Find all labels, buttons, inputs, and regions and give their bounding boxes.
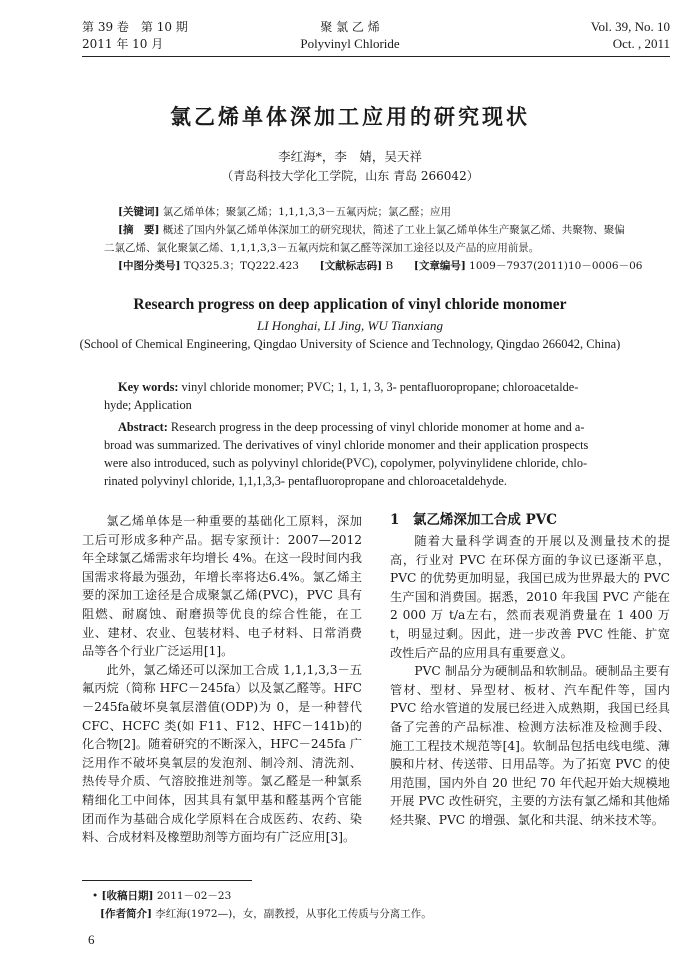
abstract-cn-line1 — [118, 222, 678, 239]
footnote-received — [92, 888, 652, 905]
body-right-paragraph-2: PVC 制品分为硬制品和软制品。硬制品主要有管材、型材、异型材、板材、汽车配件等，国内 PVC 给水管道的发展已经进入成熟期，我国已经具备了完善的产品标准、检测方法标准及检测手段、施工工程技术规范等[4]。软制品包括电线电缆、薄膜和片材、传送带、日用品等。为了拓宽 PVC 的使用范围，国内外自 20 世纪 70 年代起开始大规模地开展 PVC 改性研究，主要的方法有氯乙烯和其他烯烃共聚、PVC 的增强、氯化和共混、纳米技术等。 — [390, 664, 670, 827]
doc-code-value: B — [385, 260, 394, 272]
body-left-column — [82, 512, 362, 847]
header-volume-en: Vol. 39, No. 10 — [590, 19, 670, 34]
authors-en: LI Honghai, LI Jing, WU Tianxiang — [257, 318, 443, 333]
footnote-author — [100, 906, 660, 923]
keywords-en-line2: hyde; Application — [104, 398, 192, 412]
doc-code-label: [文献标志码] — [319, 260, 383, 272]
abstract-en-text1: Research progress in the deep processing of vinyl chloride monomer at home and a- — [167, 420, 585, 434]
keywords-en-text1: vinyl chloride monomer; PVC; 1, 1, 1, 3, 3- pentafluoropropane; chloroacetalde- — [178, 380, 579, 394]
authors-cn: 李红海*，李 婧，吴天祥 — [278, 149, 422, 164]
abstract-cn-line2: 二氯乙烯、氯化聚氯乙烯、1,1,1,3,3－五氟丙烷和氯乙醛等深加工途径以及产品的应用前景。 — [104, 242, 540, 254]
classification-line — [118, 258, 678, 275]
abstract-en-line2: broad was summarized. The derivatives of vinyl chloride monomer and their application prospects — [104, 438, 589, 452]
article-title-cn: 氯乙烯单体深加工应用的研究现状 — [170, 104, 530, 129]
body-left-paragraph-1: 氯乙烯单体是一种重要的基础化工原料，深加工后可形成多种产品。据专家预计：2007—2012 年全球氯乙烯需求年均增长 4%。在这一段时间内我国需求将最为强劲，年增长率将达6.4%。氯乙烯主要的深加工途径是合成聚氯乙烯(PVC)，PVC 具有阻燃、耐腐蚀、耐磨损等优良的综合性能，在工业、建材、农业、包装材料、电子材料、日常消费品等各个行业广泛运用[1]。 — [82, 514, 362, 659]
header-volume-cn: 第 39 卷 第 10 期 — [82, 20, 188, 34]
abstract-en-line3: were also introduced, such as polyvinyl chloride(PVC), copolymer, polyvinylidene chloride, chlo- — [104, 456, 588, 470]
header-journal-en: Polyvinyl Chloride — [300, 36, 400, 51]
author-bio-value: 李红海(1972—)，女，副教授，从事化工传质与分离工作。 — [155, 908, 432, 920]
header-rule — [82, 56, 670, 57]
header-journal-cn: 聚 氯 乙 烯 — [320, 20, 380, 34]
bullet-icon: • — [92, 890, 99, 902]
header-date-cn: 2011 年 10 月 — [82, 37, 164, 51]
received-value: 2011－02－23 — [156, 890, 232, 902]
keywords-cn-label: [关键词] — [118, 206, 160, 218]
clc-label: [中图分类号] — [118, 260, 181, 272]
section-1-heading: 1 氯乙烯深加工合成 PVC — [390, 512, 557, 528]
abstract-en-label: Abstract: — [118, 420, 168, 434]
article-no-value: 1009－7937(2011)10－0006－06 — [469, 260, 643, 272]
abstract-cn-label: [摘 要] — [118, 224, 160, 236]
article-no-label: [文章编号] — [413, 260, 466, 272]
abstract-cn-text1: 概述了国内外氯乙烯单体深加工的研究现状，简述了工业上氯乙烯单体生产聚氯乙烯、共聚物、聚偏 — [162, 224, 625, 236]
keywords-cn-text: 氯乙烯单体；聚氯乙烯；1,1,1,3,3－五氟丙烷；氯乙醛；应用 — [162, 206, 452, 218]
keywords-cn — [118, 204, 668, 221]
header-date-en: Oct. , 2011 — [612, 36, 670, 51]
page-number: 6 — [88, 932, 95, 947]
abstract-en-line4: rinated polyvinyl chloride, 1,1,1,3,3- pentafluoropropane and chloroacetaldehyde. — [104, 474, 507, 488]
affiliation-en: (School of Chemical Engineering, Qingdao University of Science and Technology, Qingdao 266042, China) — [79, 337, 621, 351]
body-left-paragraph-2: 此外，氯乙烯还可以深加工合成 1,1,1,3,3－五氟丙烷（简称 HFC－245fa）以及氯乙醛等。HFC－245fa破坏臭氧层潜值(ODP)为 0，是一种替代 CFC、HCFC 类(如 F11、F12、HFC－141b)的化合物[2]。随着研究的不断深入，HFC－245fa 广泛用作不破坏臭氧层的发泡剂、制冷剂、清洗剂、热传导介质、气溶胶推进剂等。氯乙醛是一种氯系精细化工中间体，因其具有氯甲基和醛基两个官能团而作为基础合成化学原料在合成医药、农药、染料、合成材料及橡塑助剂等方面均有广泛应用[3]。 — [82, 662, 362, 845]
author-bio-label: [作者简介] — [100, 908, 152, 920]
body-right-column — [390, 510, 670, 830]
article-title-en: Research progress on deep application of vinyl chloride monomer — [133, 296, 567, 313]
received-label: [收稿日期] — [101, 890, 154, 902]
body-right-paragraph-1: 随着大量科学调查的开展以及测量技术的提高，行业对 PVC 在环保方面的争议已逐渐平息，PVC 的优势更加明显，我国已成为世界最大的 PVC 生产国和消费国。据悉，2010 年我国 PVC 产能在 2 000 万 t/a左右，然而表观消费量在 1 400 万 t，明显过剩。因此，进一步改善 PVC 性能、扩宽改性后产品的应用具有重要意义。 — [390, 534, 670, 660]
clc-value: TQ325.3；TQ222.423 — [183, 260, 299, 272]
footnote-rule — [82, 880, 252, 881]
keywords-en-label: Key words: — [118, 380, 179, 394]
abstract-en-line1 — [118, 418, 678, 436]
keywords-en-line1 — [118, 378, 678, 396]
affiliation-cn: （青岛科技大学化工学院，山东 青岛 266042） — [221, 169, 479, 183]
